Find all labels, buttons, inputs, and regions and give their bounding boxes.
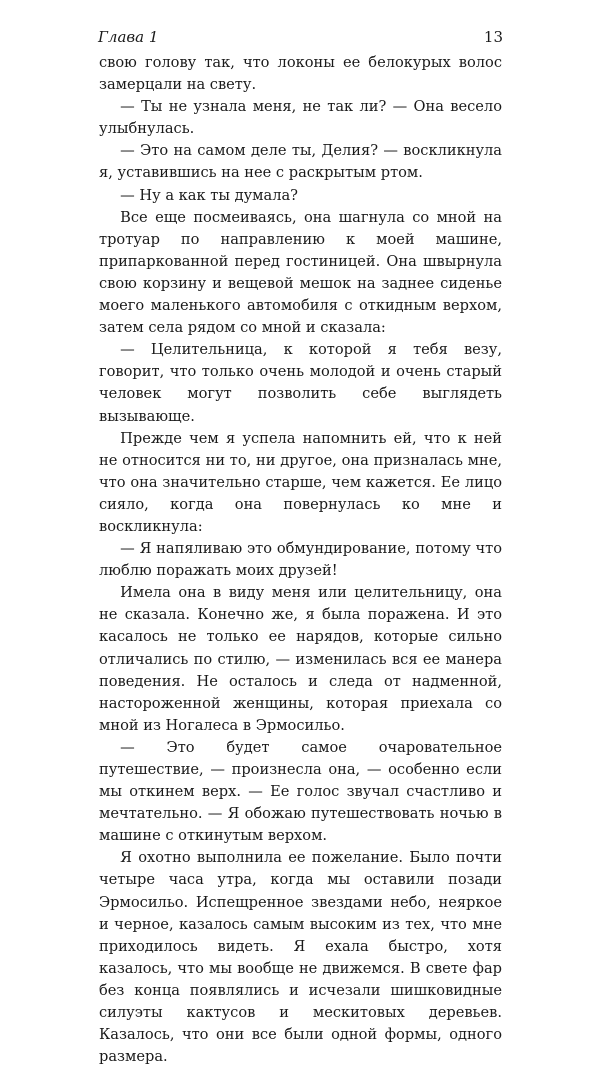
paragraph: — Это будет самое очаровательное путешествие, — произнесла она, — особенно если мы откинем верх. — Ее голос звучал счастливо и мечтательно. — Я обожаю путешествовать ночью в машине с откинутым верхом.	[99, 738, 502, 845]
paragraph: — Целительница, к которой я тебя везу, говорит, что только очень молодой и очень старый человек могут позволить себе выглядеть вызывающе.	[99, 341, 502, 425]
paragraph: Прежде чем я успела напомнить ей, что к ней не относится ни то, ни другое, она призналась мне, что она значительно старше, чем кажется. Ее лицо сияло, когда она повернулась ко мне и воскликнула:	[99, 429, 502, 535]
paragraph: Я охотно выполнила ее пожелание. Было почти четыре часа утра, когда мы оставили позади Эрмосильо. Испещренное звездами небо, неяркое и черное, казалось самым высоким из тех, что мне приходилось видеть. Я ехала быстро, хотя казалось, что мы вообще не движемся. В свете фар без конца появлялись и исчезали шишковидные силуэты кактусов и мескитовых деревьев. Казалось, что они все были одной формы, одного размера.	[99, 849, 502, 1066]
paragraph: — Я напяливаю это обмундирование, потому что люблю поражать моих друзей!	[99, 540, 502, 580]
page-number: 13	[483, 28, 503, 46]
paragraph: — Это на самом деле ты, Делия? — воскликнула я, уставившись на нее с раскрытым ртом.	[99, 142, 502, 182]
paragraph: — Ты не узнала меня, не так ли? — Она весело улыбнулась.	[99, 98, 502, 138]
paragraph: Все еще посмеиваясь, она шагнула со мной на тротуар по направлению к моей машине, припаркованной перед гостиницей. Она швырнула свою корзину и вещевой мешок на заднее сиденье моего маленького автомобиля с откидным верхом, затем села рядом со мной и сказала:	[99, 208, 502, 337]
paragraph: свою голову так, что локоны ее белокурых волос замерцали на свету.	[99, 54, 502, 94]
chapter-running-head: Глава 1	[98, 28, 159, 46]
paragraph: Имела она в виду меня или целительницу, она не сказала. Конечно же, я была поражена. И это касалось не только ее нарядов, которые сильно отличались по стилю, — изменилась вся ее манера поведения. Не осталось и следа от надменной, настороженной женщины, которая приехала со мной из Ногалеса в Эрмосильо.	[99, 584, 502, 734]
body-text	[99, 52, 502, 1068]
paragraph: — Ну а как ты думала?	[120, 186, 299, 204]
